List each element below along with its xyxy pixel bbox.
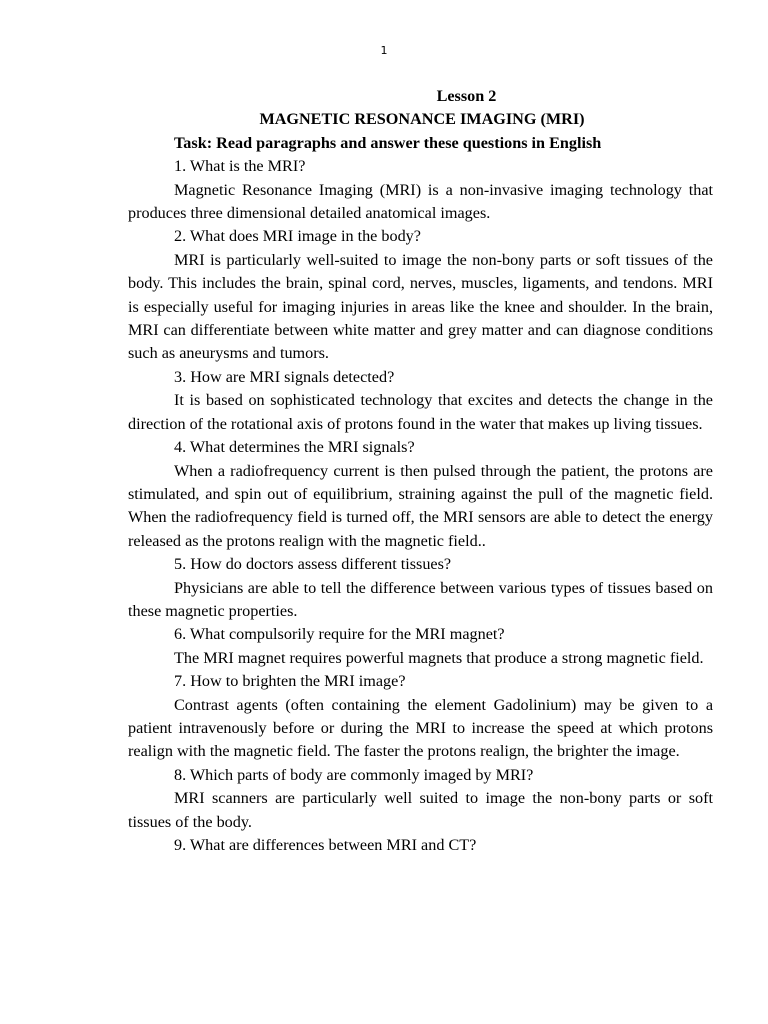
question: 7. How to brighten the MRI image? [174, 672, 406, 691]
task-instruction: Task: Read paragraphs and answer these questions in English [174, 133, 602, 152]
question: 1. What is the MRI? [174, 157, 306, 176]
answer: MRI is particularly well-suited to image the non-bony parts or soft tissues of the body. This includes the brain, spinal cord, nerves, muscles, ligaments, and tendons. MRI is especially useful for imaging injuries in areas like the knee and shoulder. In the brain, MRI can differentiate between white matter and grey matter and can diagnose conditions such as aneurysms and tumors. [128, 250, 713, 363]
answer: The MRI magnet requires powerful magnets that produce a strong magnetic field. [174, 648, 704, 667]
document-body [128, 85, 713, 857]
answer: Physicians are able to tell the difference between various types of tissues based on these magnetic properties. [128, 578, 713, 620]
question: 6. What compulsorily require for the MRI magnet? [174, 625, 505, 644]
answer: Contrast agents (often containing the element Gadolinium) may be given to a patient intravenously before or during the MRI to increase the speed at which protons realign with the magnetic field. The faster the protons realign, the brighter the image. [128, 695, 713, 761]
answer: It is based on sophisticated technology that excites and detects the change in the direction of the rotational axis of protons found in the water that makes up living tissues. [128, 391, 713, 433]
answer: Magnetic Resonance Imaging (MRI) is a non-invasive imaging technology that produces three dimensional detailed anatomical images. [128, 180, 713, 223]
question: 9. What are differences between MRI and CT? [174, 836, 477, 854]
question: 3. How are MRI signals detected? [174, 367, 395, 386]
question: 2. What does MRI image in the body? [174, 227, 421, 246]
question: 8. Which parts of body are commonly imaged by MRI? [174, 765, 534, 784]
lesson-heading: Lesson 2 [436, 87, 497, 105]
answer: MRI scanners are particularly well suited to image the non-bony parts or soft tissues of the body. [128, 789, 713, 831]
page-number: 1 [380, 44, 388, 57]
answer: When a radiofrequency current is then pulsed through the patient, the protons are stimulated, and spin out of equilibrium, straining against the pull of the magnetic field. When the radiofrequency field is turned off, the MRI sensors are able to detect the energy released as the protons realign with the magnetic field.. [128, 461, 713, 550]
question: 4. What determines the MRI signals? [174, 438, 415, 457]
document-title: MAGNETIC RESONANCE IMAGING (MRI) [259, 110, 585, 129]
question: 5. How do doctors assess different tissues? [174, 555, 452, 574]
